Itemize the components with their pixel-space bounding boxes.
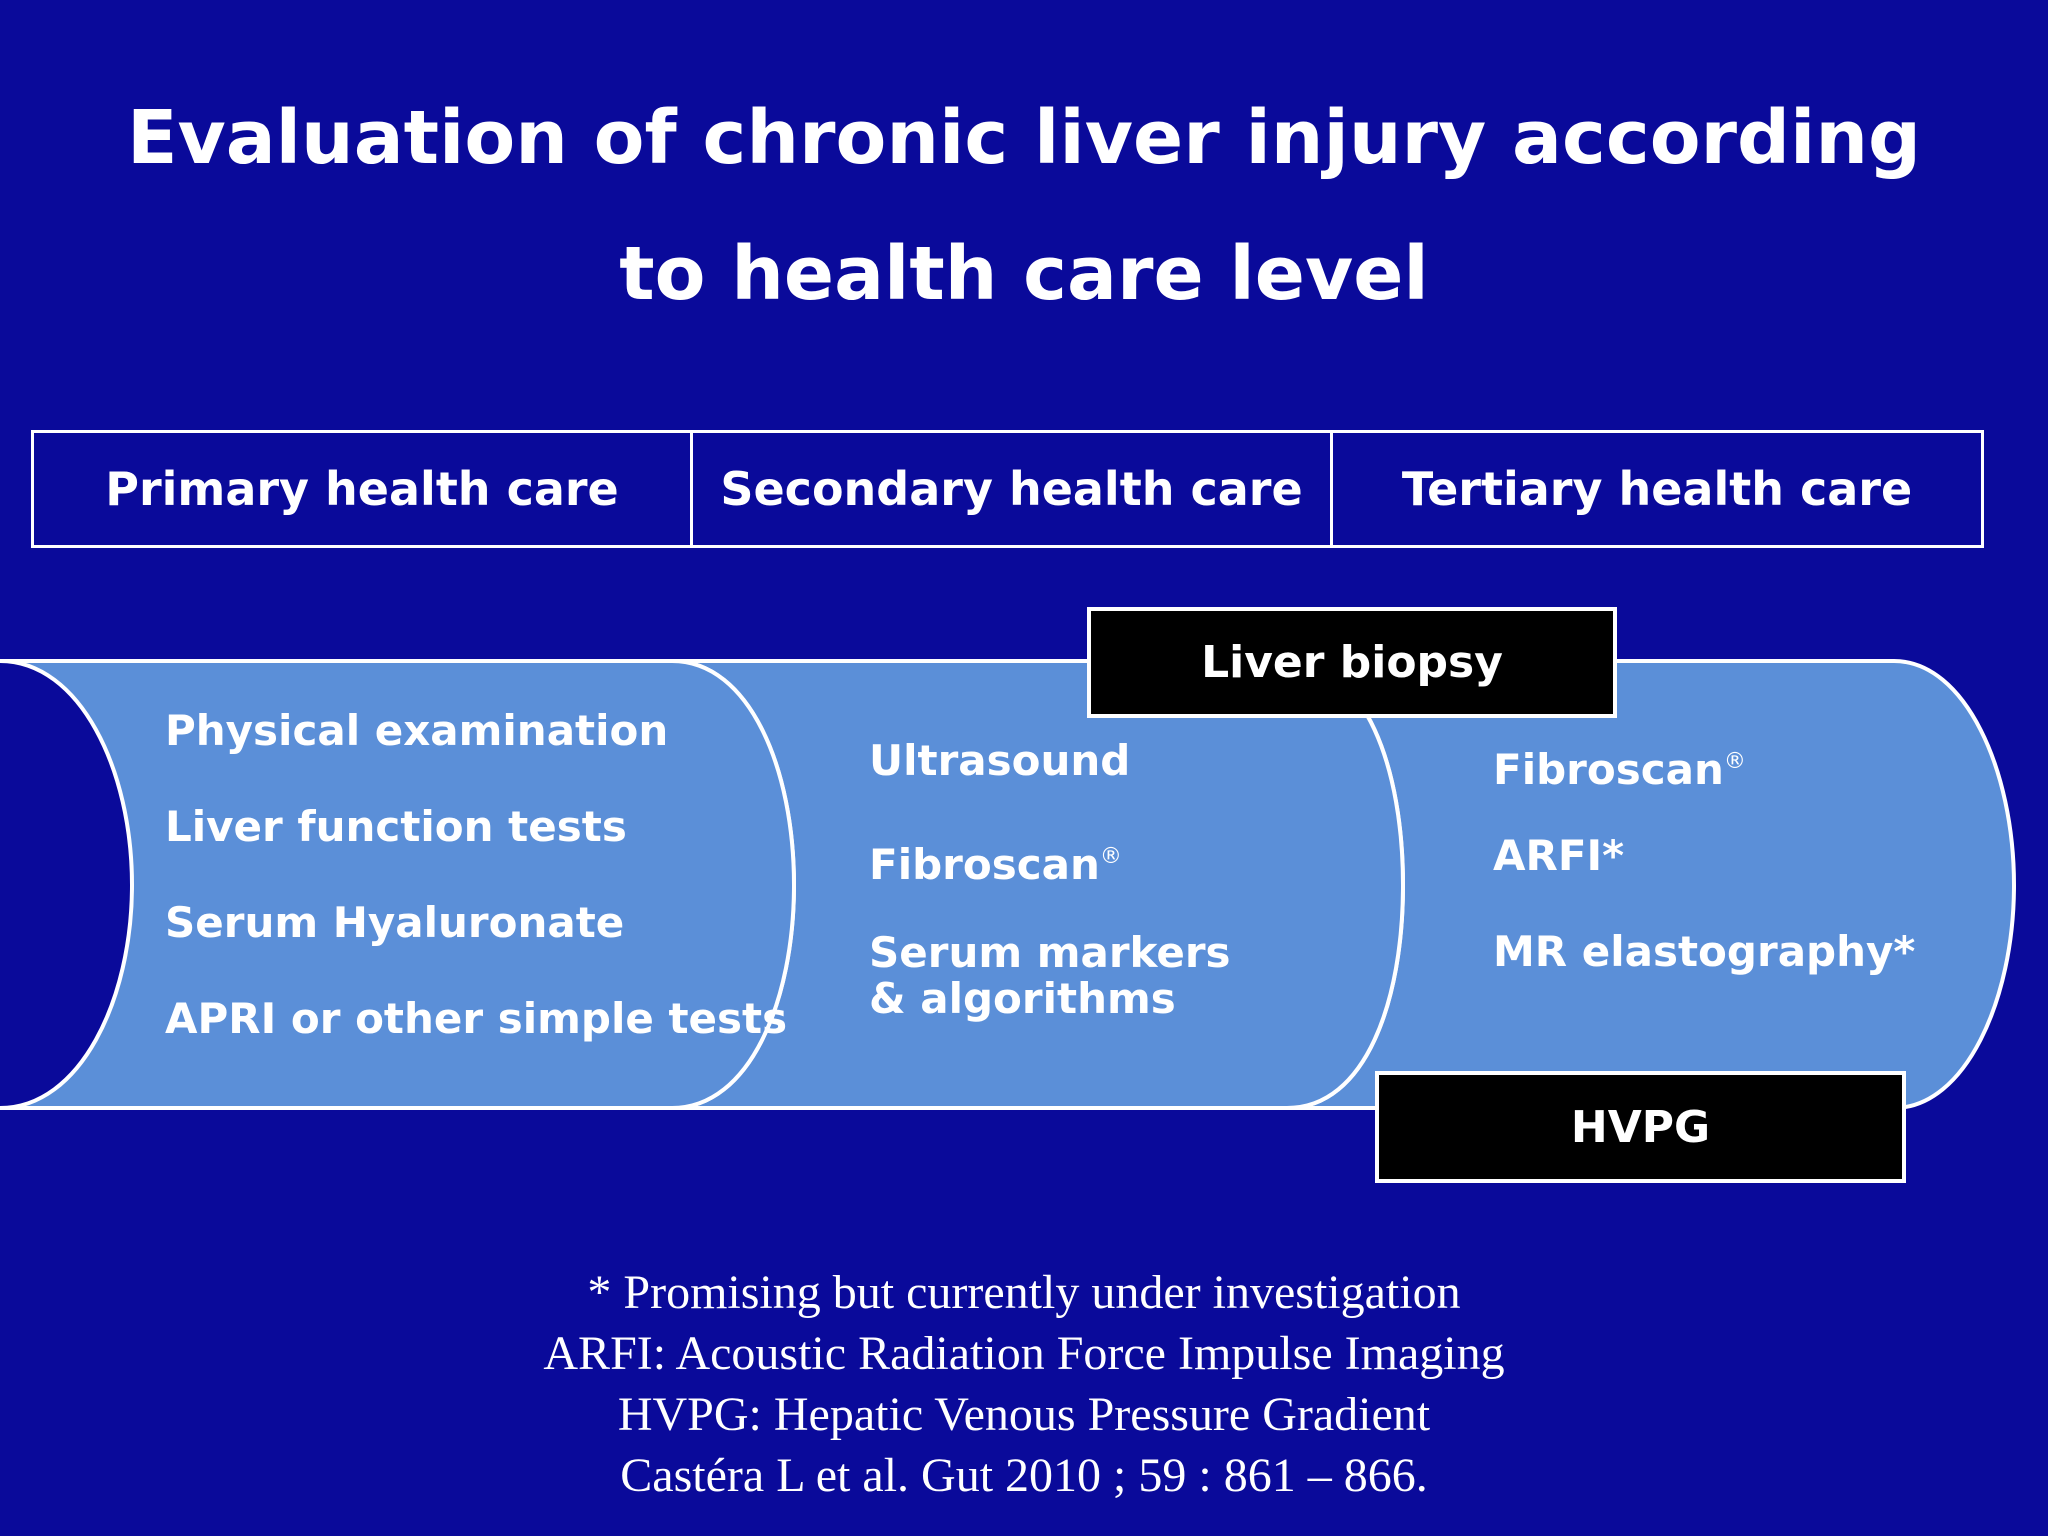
liver-biopsy-box: Liver biopsy xyxy=(1087,607,1617,718)
level-primary: Primary health care xyxy=(105,462,619,516)
footnote-line: Castéra L et al. Gut 2010 ; 59 : 861 – 866. xyxy=(620,1449,1428,1502)
registered-mark: ® xyxy=(1723,749,1746,774)
primary-test-item: Liver function tests xyxy=(165,802,627,851)
footnote-line: * Promising but currently under investigation xyxy=(587,1266,1461,1319)
footnote-line: HVPG: Hepatic Venous Pressure Gradient xyxy=(617,1388,1431,1441)
secondary-fibroscan-label: Fibroscan xyxy=(869,840,1100,889)
secondary-test-serum-markers: Serum markers & algorithms xyxy=(869,928,1231,1023)
tertiary-fibroscan-label: Fibroscan xyxy=(1493,745,1724,794)
level-secondary: Secondary health care xyxy=(690,433,1330,545)
hvpg-box: HVPG xyxy=(1375,1071,1906,1183)
tertiary-test-arfi: ARFI* xyxy=(1493,831,1625,880)
tertiary-test-mr-elastography: MR elastography* xyxy=(1493,927,1916,976)
primary-test-item: Serum Hyaluronate xyxy=(165,898,625,947)
footnotes xyxy=(0,1262,2048,1506)
tertiary-test-fibroscan xyxy=(1493,739,1746,793)
secondary-test-ultrasound: Ultrasound xyxy=(869,736,1131,785)
secondary-test-fibroscan xyxy=(869,834,1122,888)
footnote-line: ARFI: Acoustic Radiation Force Impulse Imaging xyxy=(543,1327,1505,1380)
primary-test-item: Physical examination xyxy=(165,706,669,755)
registered-mark: ® xyxy=(1099,844,1122,869)
level-tertiary: Tertiary health care xyxy=(1330,433,1981,545)
slide-title-line-1: Evaluation of chronic liver injury according xyxy=(126,95,1922,181)
slide-title-line-2: to health care level xyxy=(619,231,1429,317)
primary-test-item: APRI or other simple tests xyxy=(165,994,788,1043)
